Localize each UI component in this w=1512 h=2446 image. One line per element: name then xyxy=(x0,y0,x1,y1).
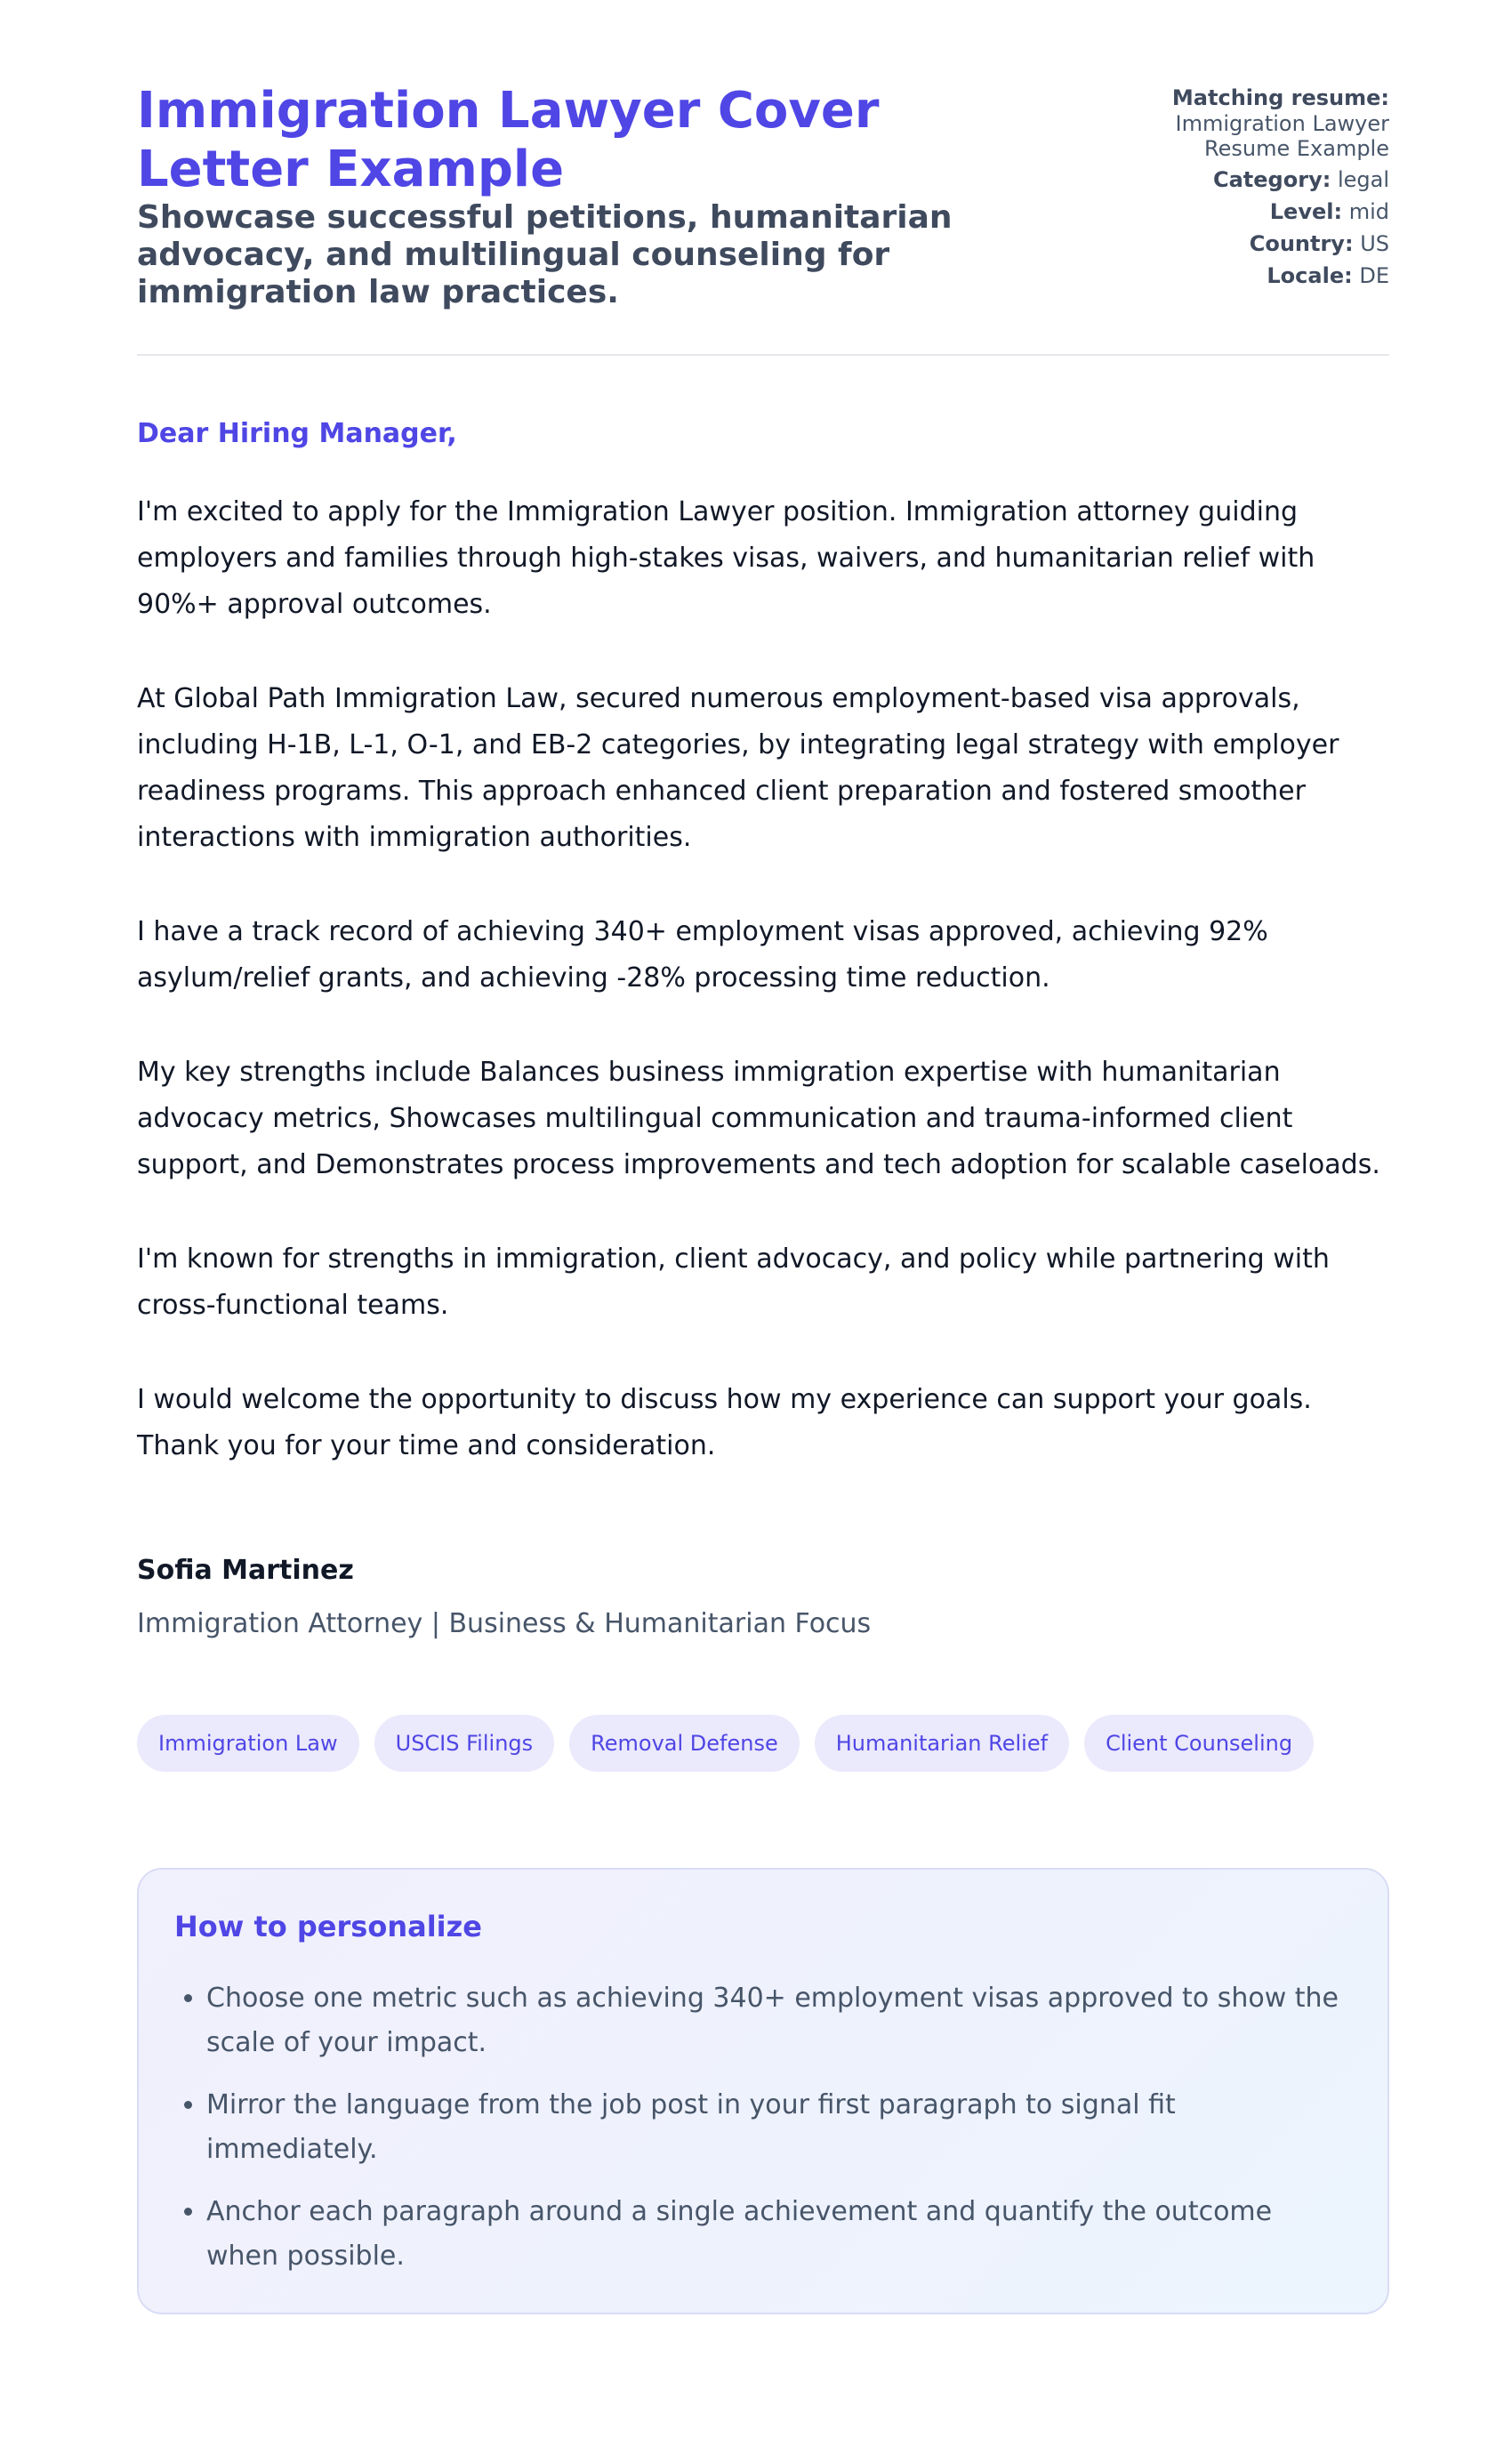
meta-locale xyxy=(1158,263,1389,289)
personalize-tips-card xyxy=(137,1868,1389,2314)
signature-name: Sofia Martinez xyxy=(137,1555,354,1586)
meta-label: Matching resume: xyxy=(1171,85,1389,110)
meta-value: US xyxy=(1360,231,1389,256)
signature-block xyxy=(137,1555,1389,1640)
skill-tag: USCIS Filings xyxy=(374,1715,555,1772)
page-title: Immigration Lawyer Cover Letter Example xyxy=(137,82,880,198)
meta-label: Locale: xyxy=(1267,263,1353,288)
meta-category xyxy=(1158,167,1389,193)
letter-paragraph: My key strengths include Balances business immigration expertise with humanitarian advocacy metrics, Showcases multilingual communication and trauma-informed client support, and Demonstrates process improvements and tech adoption for scalable caseloads. xyxy=(137,1057,1380,1180)
meta-matching-resume xyxy=(1158,85,1389,161)
skill-tags xyxy=(137,1715,1389,1772)
page-subtitle: Showcase successful petitions, humanitarian advocacy, and multilingual counseling for immigration law practices. xyxy=(137,199,953,310)
letter-paragraph: At Global Path Immigration Law, secured numerous employment-based visa approvals, including H-1B, L-1, O-1, and EB-2 categories, by integrating legal strategy with employer readiness programs. This approach enhanced client preparation and fostered smoother interactions with immigration authorities. xyxy=(137,683,1339,853)
meta-country xyxy=(1158,231,1389,257)
salutation: Dear Hiring Manager, xyxy=(137,418,457,449)
meta-label: Country: xyxy=(1249,231,1354,256)
letter-body xyxy=(137,489,1389,1469)
signature-title: Immigration Attorney | Business & Humanitarian Focus xyxy=(137,1608,872,1639)
skill-tag: Removal Defense xyxy=(569,1715,800,1772)
skill-tag: Humanitarian Relief xyxy=(815,1715,1069,1772)
cover-letter-page xyxy=(137,82,1389,2314)
letter-paragraph: I have a track record of achieving 340+ employment visas approved, achieving 92% asylum/relief grants, and achieving -28% processing time reduction. xyxy=(137,916,1268,994)
tips-title: How to personalize xyxy=(174,1910,482,1943)
header-divider xyxy=(137,354,1389,356)
matching-resume-link[interactable]: Immigration Lawyer Resume Example xyxy=(1175,111,1389,161)
letter-paragraph: I'm known for strengths in immigration, client advocacy, and policy while partnering with cross-functional teams. xyxy=(137,1243,1330,1321)
tips-list xyxy=(174,1976,1352,2279)
meta-label: Category: xyxy=(1213,167,1331,192)
tip-item: • Mirror the language from the job post in your first paragraph to signal fit immediately. xyxy=(206,2083,1352,2172)
skill-tag: Client Counseling xyxy=(1084,1715,1314,1772)
meta-label: Level: xyxy=(1269,199,1343,224)
page-header xyxy=(137,82,1389,311)
meta-value: DE xyxy=(1359,263,1389,288)
metadata-panel xyxy=(1158,82,1389,295)
meta-value: legal xyxy=(1337,167,1389,192)
letter-paragraph: I'm excited to apply for the Immigration Lawyer position. Immigration attorney guiding employers and families through high-stakes visas, waivers, and humanitarian relief with 90%+ approval outcomes. xyxy=(137,496,1315,620)
tip-item: • Choose one metric such as achieving 340+ employment visas approved to show the scale of your impact. xyxy=(206,1976,1352,2065)
letter-paragraph: I would welcome the opportunity to discuss how my experience can support your goals. Thank you for your time and consideration. xyxy=(137,1384,1312,1461)
header-text xyxy=(137,82,1026,311)
tip-item: • Anchor each paragraph around a single achievement and quantify the outcome when possible. xyxy=(206,2190,1352,2279)
skill-tag: Immigration Law xyxy=(137,1715,359,1772)
meta-level xyxy=(1158,199,1389,225)
meta-value: mid xyxy=(1348,199,1389,224)
